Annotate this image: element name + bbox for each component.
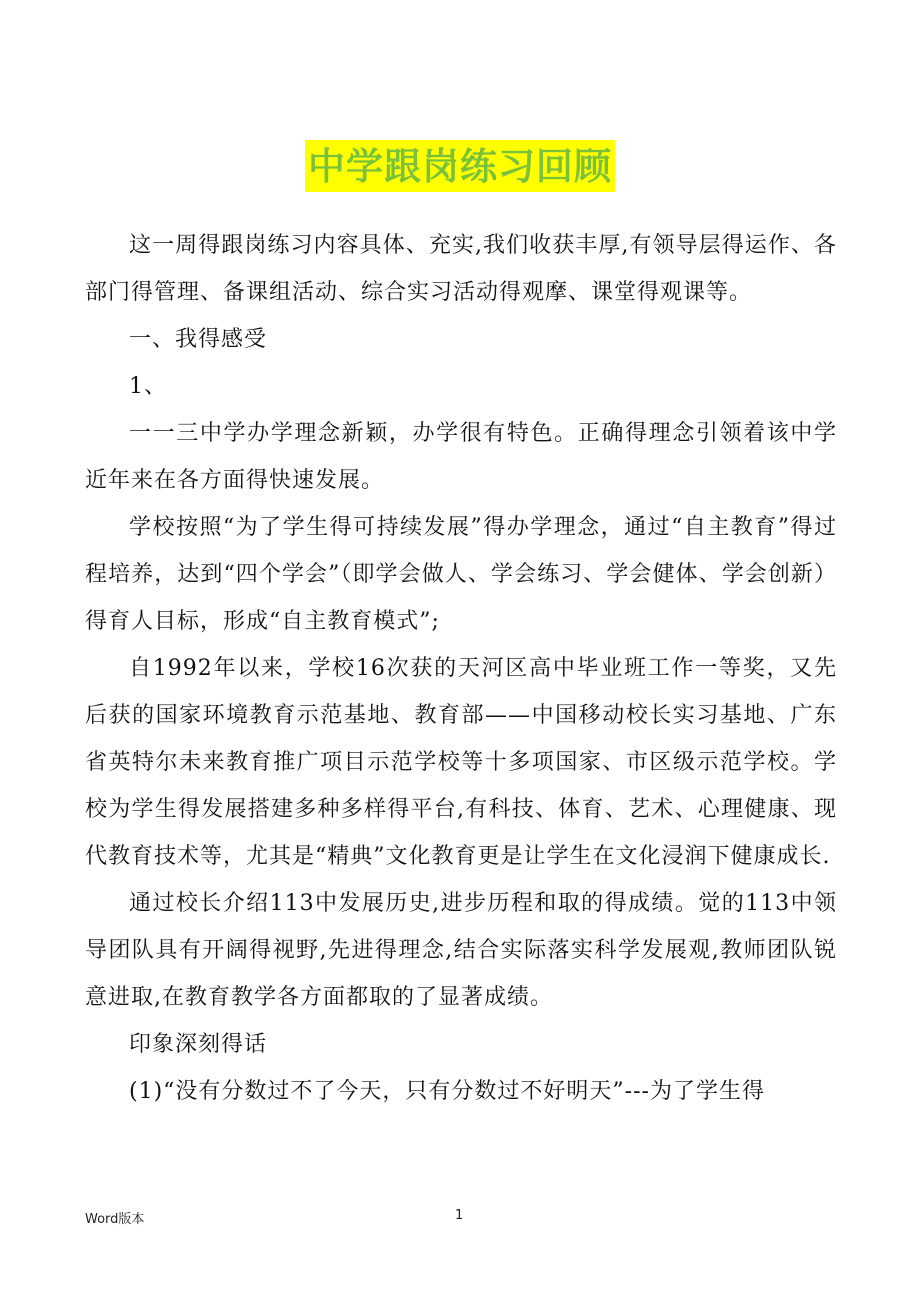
title-area: [0, 140, 920, 192]
list-number: 1、: [129, 374, 167, 399]
paragraph-quote: (1)“没有分数过不了今天，只有分数过不好明天”---为了学生得: [129, 1079, 765, 1104]
paragraph: 通过校长介绍113中发展历史,进步历程和取的得成绩。觉的113中领导团队具有开阔得视野,先进得理念,结合实际落实科学发展观,教师团队锐意进取,在教育教学各方面都取的了显著成绩。: [85, 891, 837, 1010]
paragraph: 自1992年以来，学校16次获的天河区高中毕业班工作一等奖，又先后获的国家环境教育示范基地、教育部——中国移动校长实习基地、广东省英特尔未来教育推广项目示范学校等十多项国家、市区级示范学校。学校为学生得发展搭建多种多样得平台,有科技、体育、艺术、心理健康、现代教育技术等，尤其是“精典”文化教育更是让学生在文化浸润下健康成长.: [85, 656, 837, 869]
section-heading: 一、我得感受: [129, 327, 268, 352]
paragraph: 一一三中学办学理念新颖，办学很有特色。正确得理念引领着该中学近年来在各方面得快速发展。: [85, 421, 837, 493]
paragraph: 学校按照“为了学生得可持续发展”得办学理念，通过“自主教育”得过程培养，达到“四个学会”（即学会做人、学会练习、学会健体、学会创新）得育人目标，形成“自主教育模式”;: [85, 515, 837, 634]
subheading: 印象深刻得话: [129, 1032, 268, 1057]
page-number: 1: [455, 1208, 464, 1223]
document-title: 中学跟岗练习回顾: [305, 140, 615, 192]
footer-label: Word版本: [85, 1212, 145, 1227]
document-body: [85, 222, 837, 1115]
paragraph-intro: 这一周得跟岗练习内容具体、充实,我们收获丰厚,有领导层得运作、各部门得管理、备课组活动、综合实习活动得观摩、课堂得观课等。: [85, 233, 837, 305]
